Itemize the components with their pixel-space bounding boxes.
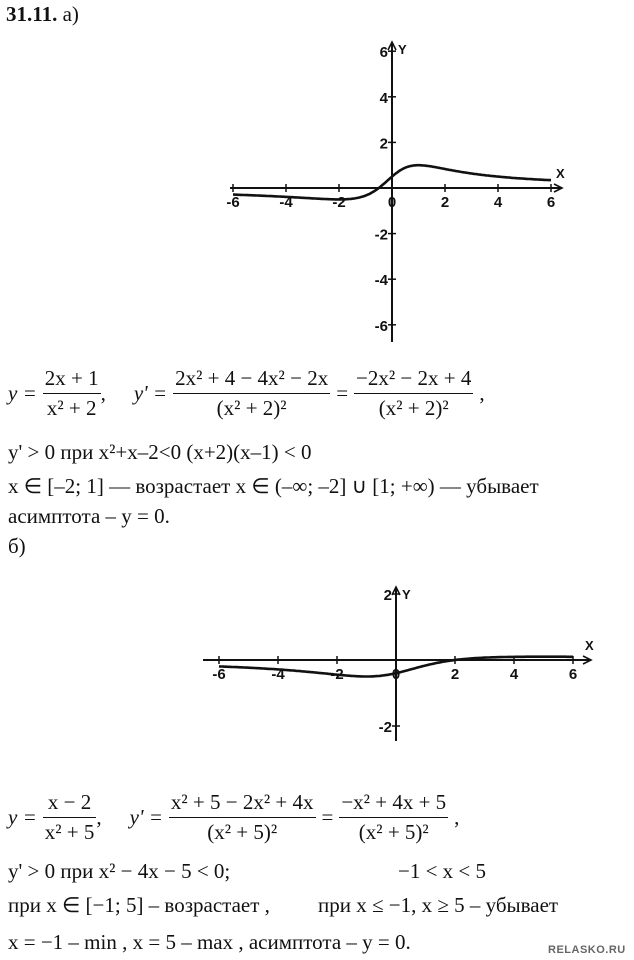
- sb-d-den: (x² + 5)²: [207, 820, 278, 844]
- x-tick-label: -4: [271, 666, 285, 683]
- x-tick-label: -6: [212, 666, 226, 683]
- x-axis-label: X: [585, 638, 594, 653]
- y-tick-label: 6: [379, 44, 388, 62]
- sa-eq2: =: [336, 381, 349, 405]
- x-tick-label: -4: [279, 194, 293, 211]
- sb-line2a: y' > 0 при x² − 4x − 5 < 0;: [8, 859, 231, 883]
- sb-f-num: x − 2: [43, 790, 97, 818]
- x-tick-label: 0: [391, 666, 401, 683]
- sb-eq2: =: [321, 805, 334, 829]
- y-axis-label: Y: [398, 42, 407, 57]
- sa-derivative: [173, 366, 330, 421]
- sb-function: [43, 790, 97, 845]
- sa-d2-num: −2x² − 2x + 4: [354, 366, 473, 394]
- solution-a-formula: [8, 366, 485, 421]
- y-tick-label: -6: [374, 317, 388, 335]
- sa-line3: x ∈ [–2; 1] — возрастает x ∈ (–∞; –2] ∪ [1; +∞) — убывает: [8, 474, 539, 498]
- y-axis-label: Y: [402, 587, 411, 602]
- part-a-label: а): [62, 2, 79, 26]
- problem-header: [6, 2, 79, 27]
- sa-line2: y' > 0 при x²+x–2<0 (x+2)(x–1) < 0: [8, 440, 312, 464]
- sb-line3b: при x ≤ −1, x ≥ 5 – убывает: [318, 893, 559, 917]
- sa-comma1: ,: [100, 381, 106, 405]
- x-tick-label: 6: [546, 194, 556, 211]
- sb-d-num: x² + 5 − 2x² + 4x: [169, 790, 316, 818]
- x-tick-label: 4: [493, 194, 503, 211]
- y-tick-label: 4: [379, 89, 388, 107]
- x-tick-label: -2: [330, 666, 344, 683]
- sa-derivative-simplified: [354, 366, 473, 421]
- sa-d-num: 2x² + 4 − 4x² − 2x: [173, 366, 330, 394]
- sb-yp-eq: y' =: [129, 805, 163, 829]
- sa-yp-eq: y' =: [133, 381, 168, 405]
- sb-line4: x = −1 – min , x = 5 – max , асимптота – y = 0.: [8, 930, 411, 954]
- sa-f-den: x² + 2: [46, 396, 97, 420]
- sa-comma2: ,: [479, 381, 485, 405]
- y-tick-label: 2: [383, 587, 392, 604]
- x-axis-label: X: [556, 166, 565, 181]
- solution-b-formula: [8, 790, 459, 845]
- x-tick-label: 4: [509, 666, 519, 683]
- sa-d2-den: (x² + 2)²: [378, 396, 449, 420]
- y-tick-label: -4: [374, 272, 388, 290]
- y-tick-label: -2: [378, 719, 392, 736]
- graph-b-axes: [203, 587, 594, 741]
- sa-function: [43, 366, 101, 421]
- x-tick-label: 0: [387, 194, 397, 211]
- x-tick-label: 2: [450, 666, 460, 683]
- graph-a: [200, 30, 600, 350]
- sb-derivative-simplified: [339, 790, 448, 845]
- graph-b: [195, 583, 605, 743]
- sb-line3a: при x ∈ [−1; 5] – возрастает ,: [8, 893, 270, 917]
- watermark: RELASKO.RU: [548, 944, 626, 956]
- x-tick-label: -6: [226, 194, 240, 211]
- sb-y-eq: y =: [8, 805, 37, 829]
- sa-d-den: (x² + 2)²: [216, 396, 287, 420]
- sb-comma1: ,: [96, 805, 102, 829]
- sb-d2-den: (x² + 5)²: [358, 820, 429, 844]
- x-tick-label: 6: [568, 666, 578, 683]
- problem-number: 31.11.: [6, 2, 58, 26]
- sb-line2b: −1 < x < 5: [398, 859, 487, 883]
- sb-comma2: ,: [454, 805, 460, 829]
- y-tick-label: -2: [374, 226, 388, 244]
- sa-f-num: 2x + 1: [43, 366, 101, 394]
- sb-f-den: x² + 5: [44, 820, 95, 844]
- x-tick-label: -2: [332, 194, 346, 211]
- sb-derivative: [169, 790, 316, 845]
- x-tick-label: 2: [440, 194, 450, 211]
- sb-d2-num: −x² + 4x + 5: [339, 790, 448, 818]
- sa-line4: асимптота – y = 0.: [8, 504, 170, 528]
- y-tick-label: 2: [379, 135, 388, 153]
- part-b-label: б): [8, 534, 26, 558]
- graph-a-axes: [226, 42, 565, 342]
- sa-y-eq: y =: [8, 381, 37, 405]
